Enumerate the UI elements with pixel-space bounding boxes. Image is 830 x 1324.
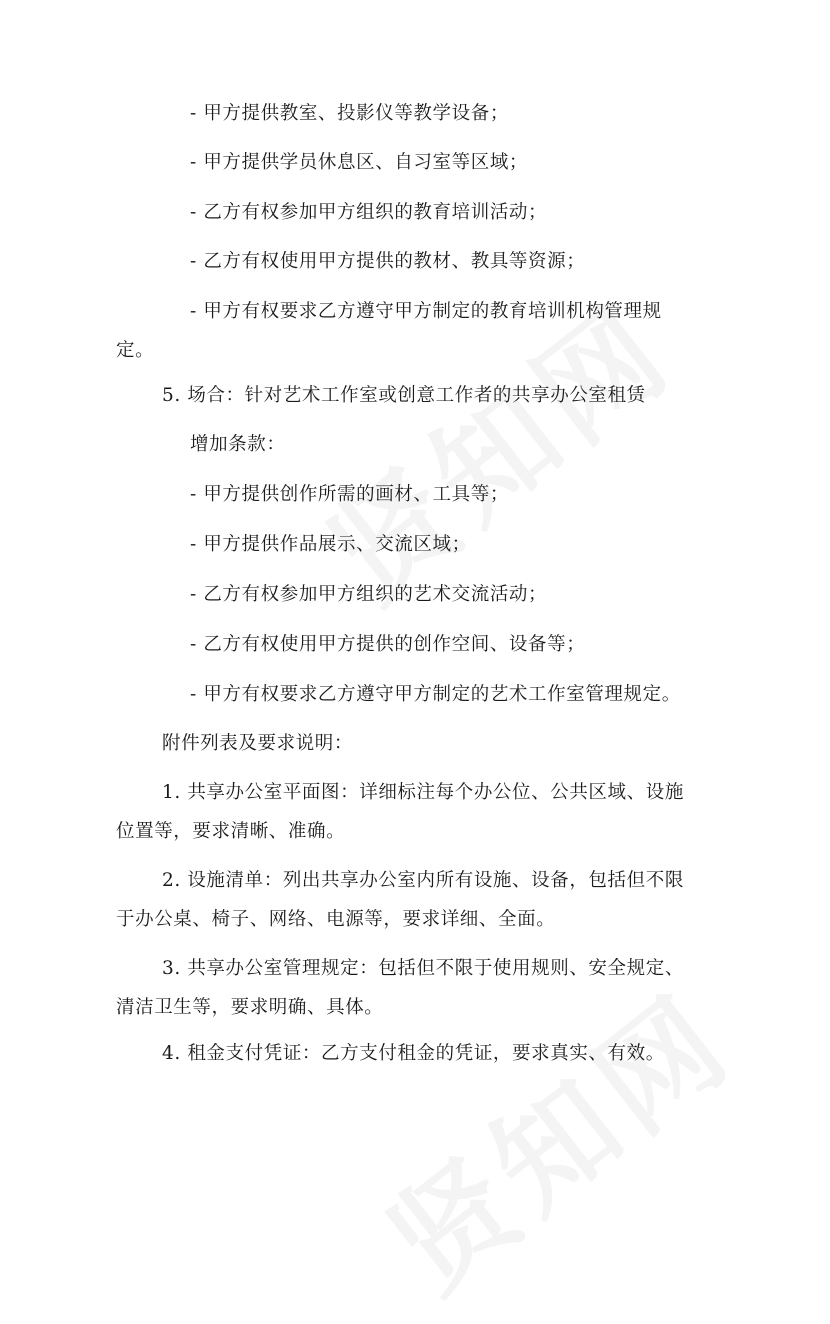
attachment-item-1: 1. 共享办公室平面图：详细标注每个办公位、公共区域、设施 xyxy=(162,782,684,803)
section-label: 增加条款： xyxy=(190,434,286,455)
list-item: - 甲方提供学员休息区、自习室等区域； xyxy=(190,152,529,173)
attachment-item-2-continuation: 于办公桌、椅子、网络、电源等，要求详细、全面。 xyxy=(116,909,556,930)
list-item: - 甲方有权要求乙方遵守甲方制定的艺术工作室管理规定。 xyxy=(190,684,681,705)
attachment-item-3-continuation: 清洁卫生等，要求明确、具体。 xyxy=(116,997,384,1018)
list-item: - 乙方有权参加甲方组织的教育培训活动； xyxy=(190,202,548,223)
list-item: - 甲方提供作品展示、交流区域； xyxy=(190,534,471,555)
list-item: - 甲方提供教室、投影仪等教学设备； xyxy=(190,103,509,124)
attachment-item-3: 3. 共享办公室管理规定：包括但不限于使用规则、安全规定、 xyxy=(162,958,684,979)
list-item: - 乙方有权使用甲方提供的教材、教具等资源； xyxy=(190,251,586,272)
list-item: - 甲方提供创作所需的画材、工具等； xyxy=(190,484,509,505)
list-item-continuation: 定。 xyxy=(116,340,155,361)
attachment-item-2: 2. 设施清单：列出共享办公室内所有设施、设备，包括但不限 xyxy=(162,870,684,891)
attachment-item-1-continuation: 位置等，要求清晰、准确。 xyxy=(116,821,346,842)
list-item: - 甲方有权要求乙方遵守甲方制定的教育培训机构管理规 xyxy=(190,301,662,322)
list-item: - 乙方有权使用甲方提供的创作空间、设备等； xyxy=(190,634,586,655)
attachment-item-4: 4. 租金支付凭证：乙方支付租金的凭证，要求真实、有效。 xyxy=(162,1043,665,1064)
list-item: - 乙方有权参加甲方组织的艺术交流活动； xyxy=(190,584,548,605)
numbered-item-5: 5. 场合：针对艺术工作室或创意工作者的共享办公室租赁 xyxy=(162,385,646,406)
attachments-heading: 附件列表及要求说明： xyxy=(162,733,354,754)
